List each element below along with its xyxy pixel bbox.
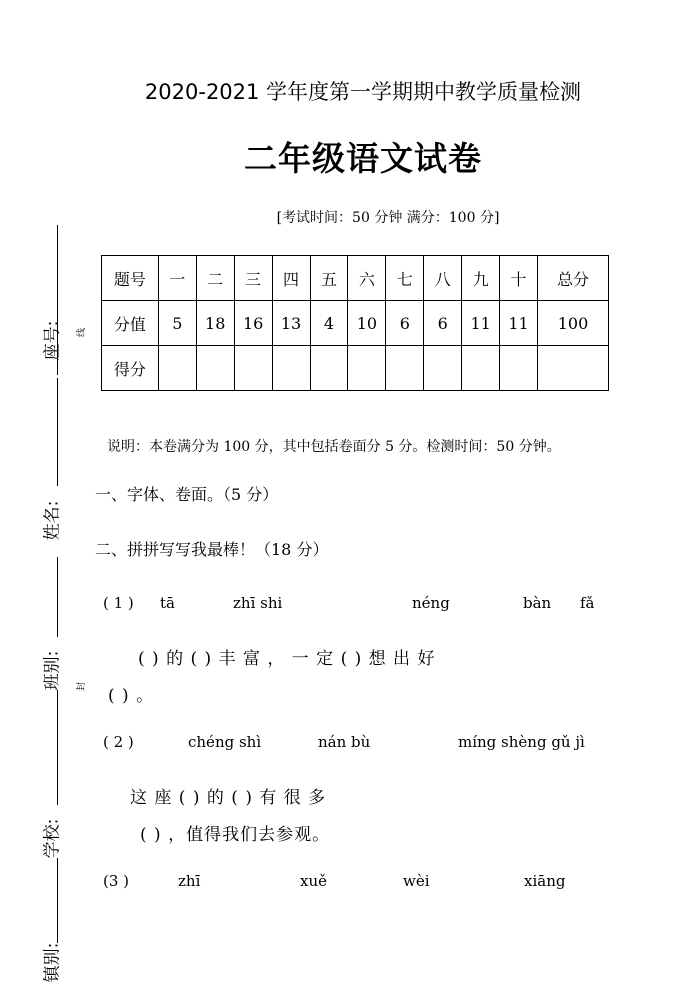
q1-pinyin-5: fǎ [580, 594, 595, 612]
table-cell: 二 [196, 256, 234, 301]
table-cell: 11 [500, 301, 538, 346]
q1-sentence-line-1: ( ) 的 ( ) 丰 富 ， 一 定 ( ) 想 出 好 [138, 649, 436, 669]
exam-info: [考试时间：50 分钟 满分：100 分] [276, 210, 500, 226]
q3-pinyin-2: xuě [300, 872, 327, 890]
binding-mark-2: 封 [77, 681, 88, 692]
table-cell: 四 [272, 256, 310, 301]
table-cell: 100 [538, 301, 609, 346]
table-cell: 得分 [102, 346, 159, 391]
score-input-cell[interactable] [272, 346, 310, 391]
table-cell: 11 [462, 301, 500, 346]
table-row-question-number [102, 256, 609, 301]
q2-pinyin-2: nán bù [318, 733, 371, 751]
table-cell: 18 [196, 301, 234, 346]
margin-line-3 [57, 557, 58, 637]
table-cell: 六 [348, 256, 386, 301]
section-1-heading: 一、字体、卷面。（5 分） [95, 485, 279, 504]
table-cell: 6 [424, 301, 462, 346]
score-input-cell[interactable] [424, 346, 462, 391]
table-cell: 6 [386, 301, 424, 346]
table-cell: 16 [234, 301, 272, 346]
q1-pinyin-1: tā [160, 594, 175, 612]
school-label: 学校: [42, 818, 63, 859]
q1-sentence-line-2: ( ) 。 [108, 686, 155, 706]
score-input-cell[interactable] [462, 346, 500, 391]
table-row-point-value [102, 301, 609, 346]
score-input-cell[interactable] [348, 346, 386, 391]
score-input-cell[interactable] [386, 346, 424, 391]
table-cell: 总分 [538, 256, 609, 301]
binding-mark-1: 线 [77, 327, 88, 338]
q3-pinyin-4: xiāng [524, 872, 566, 890]
table-cell: 分值 [102, 301, 159, 346]
score-input-cell[interactable] [196, 346, 234, 391]
table-cell: 4 [310, 301, 348, 346]
score-input-cell[interactable] [234, 346, 272, 391]
table-cell: 一 [158, 256, 196, 301]
exam-note: 说明：本卷满分为 100 分，其中包括卷面分 5 分。检测时间：50 分钟。 [107, 439, 561, 455]
score-input-cell[interactable] [538, 346, 609, 391]
q2-number: ( 2 ) [103, 733, 134, 751]
table-cell: 10 [348, 301, 386, 346]
table-cell: 五 [310, 256, 348, 301]
table-cell: 九 [462, 256, 500, 301]
score-input-cell[interactable] [500, 346, 538, 391]
margin-line-4 [57, 690, 58, 805]
margin-line-2 [57, 378, 58, 486]
town-label: 镇别: [42, 942, 63, 983]
student-name-label: 姓名: [42, 500, 63, 541]
table-cell: 十 [500, 256, 538, 301]
score-table [101, 255, 609, 391]
q2-pinyin-1: chéng shì [188, 733, 262, 751]
q1-pinyin-4: bàn [523, 594, 552, 612]
exam-title: 二年级语文试卷 [244, 139, 482, 178]
table-cell: 13 [272, 301, 310, 346]
table-cell: 七 [386, 256, 424, 301]
exam-period-title: 2020-2021 学年度第一学期期中教学质量检测 [144, 80, 582, 104]
score-input-cell[interactable] [310, 346, 348, 391]
seat-number-label: 座号: [42, 320, 63, 361]
class-label: 班别: [42, 650, 63, 691]
table-cell: 题号 [102, 256, 159, 301]
q3-pinyin-1: zhī [178, 872, 201, 890]
score-input-cell[interactable] [158, 346, 196, 391]
margin-line-5 [57, 858, 58, 943]
q2-sentence-line-1: 这 座 ( ) 的 ( ) 有 很 多 [130, 788, 327, 808]
q3-pinyin-3: wèi [403, 872, 430, 890]
table-cell: 5 [158, 301, 196, 346]
table-row-score [102, 346, 609, 391]
q2-pinyin-3: míng shèng gǔ jì [458, 733, 585, 751]
q3-number: (3 ) [103, 872, 130, 890]
q1-number: ( 1 ) [103, 594, 134, 612]
q1-pinyin-3: néng [412, 594, 450, 612]
table-cell: 三 [234, 256, 272, 301]
section-2-heading: 二、拼拼写写我最棒！（18 分） [95, 540, 329, 559]
table-cell: 八 [424, 256, 462, 301]
q2-sentence-line-2: ( ) ，值得我们去参观。 [140, 825, 331, 845]
q1-pinyin-2: zhī shi [233, 594, 283, 612]
